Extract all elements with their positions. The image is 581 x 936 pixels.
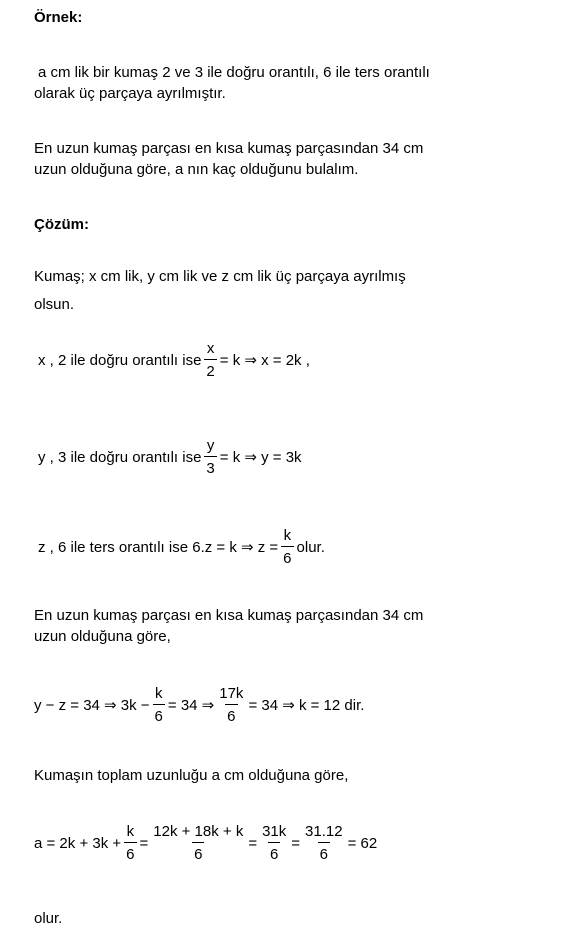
equals-sign: = <box>248 834 258 852</box>
example-paragraph-line: olarak üç parçaya ayrılmıştır. <box>34 85 226 102</box>
equation-part: y − z = 34 ⇒ 3k − <box>34 696 150 714</box>
z-proportion-line <box>38 527 325 567</box>
z-fraction-denominator: 6 <box>281 546 293 567</box>
fraction-denominator: 6 <box>192 842 204 863</box>
fraction-numerator: k <box>126 823 135 840</box>
y-prefix: y , 3 ile doğru orantılı ise <box>38 448 202 466</box>
equation-fraction <box>153 685 165 725</box>
solution-paragraph-line: Kumaşın toplam uzunluğu a cm olduğuna göre, <box>34 767 349 784</box>
solution-intro-line: olsun. <box>34 296 75 313</box>
y-proportion-line <box>38 437 302 477</box>
equation-part: a = 2k + 3k + <box>34 834 122 852</box>
equation-part: = 34 ⇒ k = 12 dir. <box>248 696 365 714</box>
example-paragraph-line: uzun olduğuna göre, a nın kaç olduğunu bulalım. <box>34 161 359 178</box>
fraction-numerator: k <box>154 685 163 702</box>
solution-intro-line: Kumaş; x cm lik, y cm lik ve z cm lik üç parçaya ayrılmış <box>34 268 406 285</box>
solution-paragraph-line: uzun olduğuna göre, <box>34 628 171 645</box>
fraction-denominator: 6 <box>268 842 280 863</box>
equation-part: = 62 <box>347 834 378 852</box>
final-line: olur. <box>34 910 63 927</box>
fraction-numerator: 12k + 18k + k <box>153 823 244 840</box>
equation-fraction <box>303 823 345 863</box>
x-proportion-line <box>38 340 310 380</box>
equation-k-solve <box>34 685 364 725</box>
equation-fraction <box>260 823 288 863</box>
fraction-denominator: 6 <box>153 704 165 725</box>
example-heading: Örnek: <box>34 9 83 26</box>
solution-heading: Çözüm: <box>34 216 89 233</box>
y-tail: = k ⇒ y = 3k <box>219 448 302 466</box>
equation-total-length <box>34 823 377 863</box>
fraction-numerator: 31k <box>262 823 287 840</box>
fraction-denominator: 6 <box>225 704 237 725</box>
y-fraction-numerator: y <box>206 437 215 454</box>
example-paragraph-line: En uzun kumaş parçası en kısa kumaş parçasından 34 cm <box>34 140 424 157</box>
solution-paragraph-line: En uzun kumaş parçası en kısa kumaş parçasından 34 cm <box>34 607 424 624</box>
y-fraction-denominator: 3 <box>204 456 216 477</box>
x-fraction-denominator: 2 <box>204 359 216 380</box>
fraction-denominator: 6 <box>318 842 330 863</box>
y-fraction <box>204 437 216 477</box>
equals-sign: = <box>139 834 149 852</box>
fraction-numerator: 31.12 <box>305 823 343 840</box>
equals-sign: = <box>291 834 301 852</box>
fraction-denominator: 6 <box>124 842 136 863</box>
equation-part: = 34 ⇒ <box>167 696 215 714</box>
z-tail: olur. <box>296 538 325 556</box>
z-fraction-numerator: k <box>283 527 292 544</box>
equation-fraction <box>217 685 245 725</box>
equation-fraction <box>124 823 136 863</box>
x-fraction-numerator: x <box>206 340 215 357</box>
x-fraction <box>204 340 216 380</box>
z-fraction <box>281 527 293 567</box>
x-tail: = k ⇒ x = 2k , <box>219 351 310 369</box>
example-paragraph-line: a cm lik bir kumaş 2 ve 3 ile doğru orantılı, 6 ile ters orantılı <box>38 64 430 81</box>
x-prefix: x , 2 ile doğru orantılı ise <box>38 351 202 369</box>
fraction-numerator: 17k <box>219 685 244 702</box>
z-prefix: z , 6 ile ters orantılı ise 6.z = k ⇒ z = <box>38 538 279 556</box>
equation-fraction <box>151 823 245 863</box>
